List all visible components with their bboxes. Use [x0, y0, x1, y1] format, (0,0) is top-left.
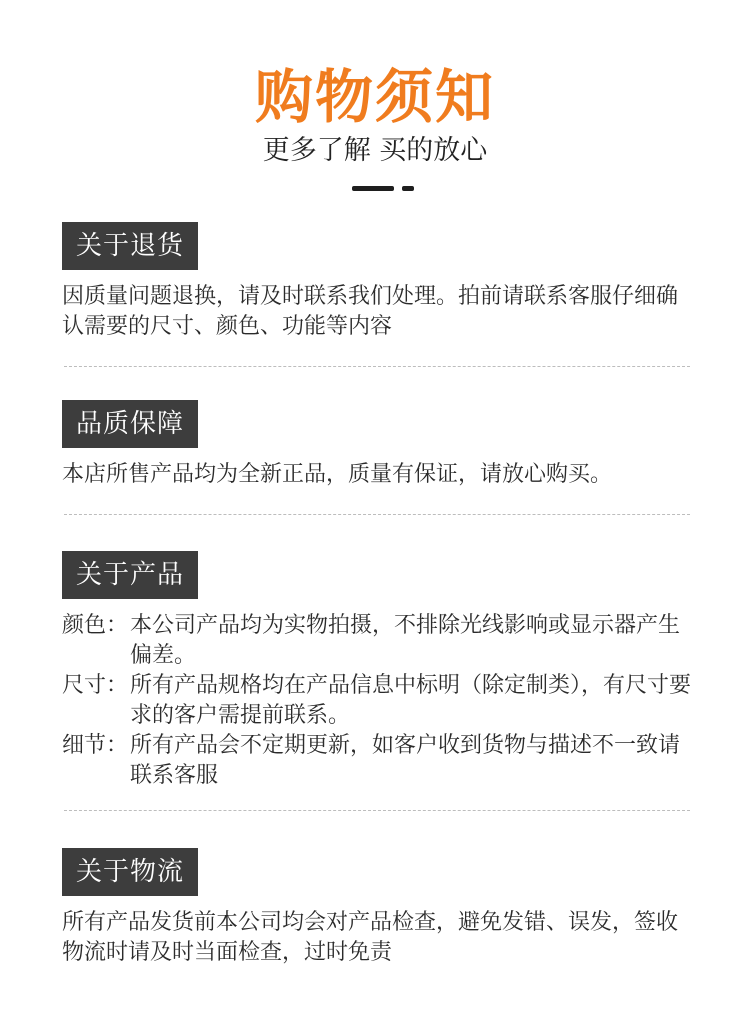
section-divider: [64, 810, 690, 811]
section-product: [62, 551, 692, 791]
section-divider: [64, 366, 690, 367]
section-returns: [62, 222, 692, 342]
product-row-detail: [62, 731, 692, 791]
row-text: 所有产品会不定期更新，如客户收到货物与描述不一致请联系客服: [130, 733, 681, 788]
title-underline-long: [352, 186, 394, 191]
section-tag-logistics: 关于物流: [62, 848, 198, 896]
product-row-size: [62, 671, 692, 731]
section-text-quality: 本店所售产品均为全新正品，质量有保证，请放心购买。: [62, 462, 613, 487]
row-text: 本公司产品均为实物拍摄，不排除光线影响或显示器产生偏差。: [130, 613, 681, 668]
row-label: 尺寸：: [62, 673, 129, 698]
section-text-returns: 因质量问题退换，请及时联系我们处理。拍前请联系客服仔细确认需要的尺寸、颜色、功能等内容: [62, 284, 679, 339]
section-text-logistics: 所有产品发货前本公司均会对产品检查，避免发错、误发，签收物流时请及时当面检查，过时免责: [62, 910, 679, 965]
section-tag-quality: 品质保障: [62, 400, 198, 448]
title-underline-short: [402, 186, 414, 191]
row-text: 所有产品规格均在产品信息中标明（除定制类），有尺寸要求的客户需提前联系。: [130, 673, 692, 728]
section-tag-product: 关于产品: [62, 551, 198, 599]
section-tag-returns: 关于退货: [62, 222, 198, 270]
page-header: [0, 0, 750, 200]
row-label: 细节：: [62, 733, 129, 758]
product-row-color: [62, 611, 692, 671]
section-logistics: [62, 848, 692, 968]
page-title: 购物须知: [254, 63, 495, 131]
section-divider: [64, 514, 690, 515]
row-label: 颜色：: [62, 613, 129, 638]
section-quality: [62, 400, 692, 490]
section-rows-product: [62, 611, 692, 791]
page-subtitle: 更多了解 买的放心: [262, 135, 488, 166]
